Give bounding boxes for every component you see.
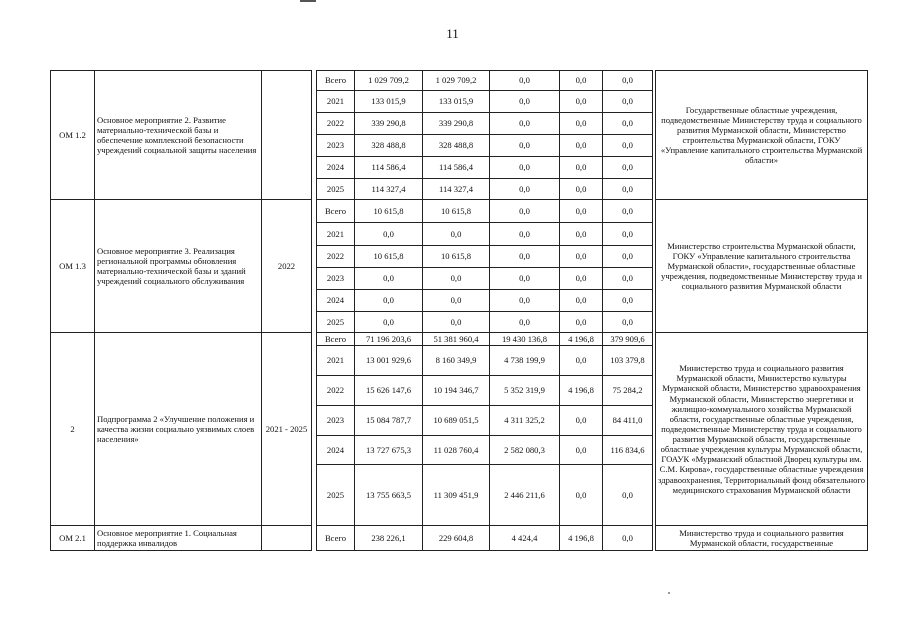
year-cell: Всего — [317, 71, 355, 91]
year-cell: 2025 — [317, 312, 355, 333]
activity-name: Основное мероприятие 2. Развитие материально-технической базы и обеспечение комплексной безопасности учреждений социальной защиты населения — [95, 71, 262, 200]
local-budget-cell: 0,0 — [560, 135, 603, 157]
total-cell: 15 626 147,6 — [355, 376, 423, 406]
regional-budget-cell: 11 028 760,4 — [423, 436, 490, 465]
year-cell: 2024 — [317, 157, 355, 179]
total-cell: 0,0 — [355, 268, 423, 290]
federal-budget-cell: 0,0 — [490, 268, 560, 290]
total-cell: 339 290,8 — [355, 113, 423, 135]
activity-code: 2 — [51, 333, 95, 526]
activity-name: Основное мероприятие 1. Социальная поддержка инвалидов — [95, 526, 262, 551]
regional-budget-cell: 229 604,8 — [423, 526, 490, 551]
total-cell: 1 029 709,2 — [355, 71, 423, 91]
local-budget-cell: 0,0 — [560, 71, 603, 91]
year-cell: 2023 — [317, 406, 355, 436]
total-cell: 10 615,8 — [355, 200, 423, 223]
total-cell: 13 755 663,5 — [355, 465, 423, 526]
regional-budget-cell: 51 381 960,4 — [423, 333, 490, 346]
execution-term: 2022 — [262, 200, 312, 333]
year-cell: 2025 — [317, 465, 355, 526]
regional-budget-cell: 0,0 — [423, 268, 490, 290]
total-cell: 114 586,4 — [355, 157, 423, 179]
other-sources-cell: 116 834,6 — [603, 436, 653, 465]
local-budget-cell: 0,0 — [560, 200, 603, 223]
table-row — [51, 200, 868, 223]
other-sources-cell: 379 909,6 — [603, 333, 653, 346]
executor-cell: Министерство труда и социального развития Мурманской области, Министерство культуры Мурманской области, Министерство здравоохранения Мурманской области, Министерство энергетики и жилищно-коммунального хозяйства Мурманской области, государственные областные учреждения, подведомственные Министерству труда и социального развития Мурманской области, государственные областные учреждения культуры Мурманской области, ГОАУК «Мурманский областной Дворец культуры им. С.М. Кирова», государственные областные учреждения здравоохранения, Территориальный фонд обязательного медицинского страхования Мурманской области — [656, 333, 868, 526]
local-budget-cell: 0,0 — [560, 290, 603, 312]
total-cell: 15 084 787,7 — [355, 406, 423, 436]
regional-budget-cell: 0,0 — [423, 223, 490, 246]
regional-budget-cell: 0,0 — [423, 312, 490, 333]
federal-budget-cell: 0,0 — [490, 113, 560, 135]
local-budget-cell: 4 196,8 — [560, 333, 603, 346]
year-cell: 2022 — [317, 376, 355, 406]
local-budget-cell: 0,0 — [560, 436, 603, 465]
activity-name: Основное мероприятие 3. Реализация региональной программы обновления материально-технической базы и зданий учреждений социального обслуживания — [95, 200, 262, 333]
other-sources-cell: 0,0 — [603, 268, 653, 290]
other-sources-cell: 0,0 — [603, 246, 653, 268]
execution-term — [262, 526, 312, 551]
year-cell: 2024 — [317, 290, 355, 312]
total-cell: 13 727 675,3 — [355, 436, 423, 465]
regional-budget-cell: 328 488,8 — [423, 135, 490, 157]
year-cell: 2023 — [317, 135, 355, 157]
federal-budget-cell: 2 446 211,6 — [490, 465, 560, 526]
year-cell: 2022 — [317, 246, 355, 268]
table-body — [51, 71, 868, 551]
year-cell: 2022 — [317, 113, 355, 135]
total-cell: 10 615,8 — [355, 246, 423, 268]
federal-budget-cell: 0,0 — [490, 246, 560, 268]
federal-budget-cell: 0,0 — [490, 179, 560, 200]
regional-budget-cell: 1 029 709,2 — [423, 71, 490, 91]
table-row — [51, 526, 868, 551]
year-cell: 2021 — [317, 223, 355, 246]
other-sources-cell: 103 379,8 — [603, 346, 653, 376]
total-cell: 114 327,4 — [355, 179, 423, 200]
activity-code: ОМ 2.1 — [51, 526, 95, 551]
local-budget-cell: 0,0 — [560, 91, 603, 113]
federal-budget-cell: 0,0 — [490, 200, 560, 223]
federal-budget-cell: 0,0 — [490, 135, 560, 157]
total-cell: 0,0 — [355, 223, 423, 246]
federal-budget-cell: 0,0 — [490, 290, 560, 312]
other-sources-cell: 0,0 — [603, 312, 653, 333]
federal-budget-cell: 0,0 — [490, 157, 560, 179]
total-cell: 0,0 — [355, 290, 423, 312]
executor-cell: Министерство труда и социального развития Мурманской области, государственные — [656, 526, 868, 551]
local-budget-cell: 4 196,8 — [560, 376, 603, 406]
regional-budget-cell: 133 015,9 — [423, 91, 490, 113]
other-sources-cell: 84 411,0 — [603, 406, 653, 436]
year-cell: Всего — [317, 200, 355, 223]
activity-code: ОМ 1.2 — [51, 71, 95, 200]
table-row — [51, 333, 868, 346]
federal-budget-cell: 4 311 325,2 — [490, 406, 560, 436]
regional-budget-cell: 10 689 051,5 — [423, 406, 490, 436]
other-sources-cell: 0,0 — [603, 290, 653, 312]
other-sources-cell: 0,0 — [603, 200, 653, 223]
regional-budget-cell: 114 327,4 — [423, 179, 490, 200]
executor-cell: Государственные областные учреждения, подведомственные Министерству труда и социального развития Мурманской области, Министерство строительства Мурманской области, ГОКУ «Управление капитального строительства Мурманской области» — [656, 71, 868, 200]
other-sources-cell: 0,0 — [603, 91, 653, 113]
other-sources-cell: 0,0 — [603, 135, 653, 157]
other-sources-cell: 0,0 — [603, 157, 653, 179]
local-budget-cell: 0,0 — [560, 312, 603, 333]
total-cell: 328 488,8 — [355, 135, 423, 157]
regional-budget-cell: 11 309 451,9 — [423, 465, 490, 526]
execution-term — [262, 71, 312, 200]
local-budget-cell: 0,0 — [560, 406, 603, 436]
year-cell: 2024 — [317, 436, 355, 465]
scan-speck — [668, 592, 670, 594]
total-cell: 238 226,1 — [355, 526, 423, 551]
local-budget-cell: 4 196,8 — [560, 526, 603, 551]
federal-budget-cell: 5 352 319,9 — [490, 376, 560, 406]
other-sources-cell: 0,0 — [603, 526, 653, 551]
federal-budget-cell: 2 582 080,3 — [490, 436, 560, 465]
other-sources-cell: 0,0 — [603, 71, 653, 91]
scan-mark — [300, 0, 316, 2]
federal-budget-cell: 0,0 — [490, 71, 560, 91]
page-number: 11 — [446, 26, 459, 41]
federal-budget-cell: 4 424,4 — [490, 526, 560, 551]
regional-budget-cell: 8 160 349,9 — [423, 346, 490, 376]
activity-name: Подпрограмма 2 «Улучшение положения и качества жизни социально уязвимых слоев населения» — [95, 333, 262, 526]
local-budget-cell: 0,0 — [560, 246, 603, 268]
execution-term: 2021 - 2025 — [262, 333, 312, 526]
regional-budget-cell: 10 194 346,7 — [423, 376, 490, 406]
total-cell: 0,0 — [355, 312, 423, 333]
federal-budget-cell: 19 430 136,8 — [490, 333, 560, 346]
regional-budget-cell: 339 290,8 — [423, 113, 490, 135]
local-budget-cell: 0,0 — [560, 268, 603, 290]
local-budget-cell: 0,0 — [560, 179, 603, 200]
federal-budget-cell: 0,0 — [490, 223, 560, 246]
regional-budget-cell: 114 586,4 — [423, 157, 490, 179]
year-cell: Всего — [317, 333, 355, 346]
other-sources-cell: 75 284,2 — [603, 376, 653, 406]
other-sources-cell: 0,0 — [603, 465, 653, 526]
other-sources-cell: 0,0 — [603, 223, 653, 246]
year-cell: 2021 — [317, 346, 355, 376]
regional-budget-cell: 10 615,8 — [423, 200, 490, 223]
local-budget-cell: 0,0 — [560, 346, 603, 376]
total-cell: 71 196 203,6 — [355, 333, 423, 346]
budget-table — [50, 70, 868, 551]
total-cell: 133 015,9 — [355, 91, 423, 113]
year-cell: Всего — [317, 526, 355, 551]
local-budget-cell: 0,0 — [560, 113, 603, 135]
year-cell: 2025 — [317, 179, 355, 200]
local-budget-cell: 0,0 — [560, 157, 603, 179]
federal-budget-cell: 0,0 — [490, 91, 560, 113]
activity-code: ОМ 1.3 — [51, 200, 95, 333]
total-cell: 13 001 929,6 — [355, 346, 423, 376]
regional-budget-cell: 0,0 — [423, 290, 490, 312]
year-cell: 2021 — [317, 91, 355, 113]
executor-cell: Министерство строительства Мурманской области, ГОКУ «Управление капитального строительства Мурманской области», государственные областные учреждения, подведомственные Министерству труда и социального развития Мурманской области — [656, 200, 868, 333]
local-budget-cell: 0,0 — [560, 465, 603, 526]
regional-budget-cell: 10 615,8 — [423, 246, 490, 268]
other-sources-cell: 0,0 — [603, 113, 653, 135]
federal-budget-cell: 4 738 199,9 — [490, 346, 560, 376]
other-sources-cell: 0,0 — [603, 179, 653, 200]
table-row — [51, 71, 868, 91]
federal-budget-cell: 0,0 — [490, 312, 560, 333]
year-cell: 2023 — [317, 268, 355, 290]
local-budget-cell: 0,0 — [560, 223, 603, 246]
